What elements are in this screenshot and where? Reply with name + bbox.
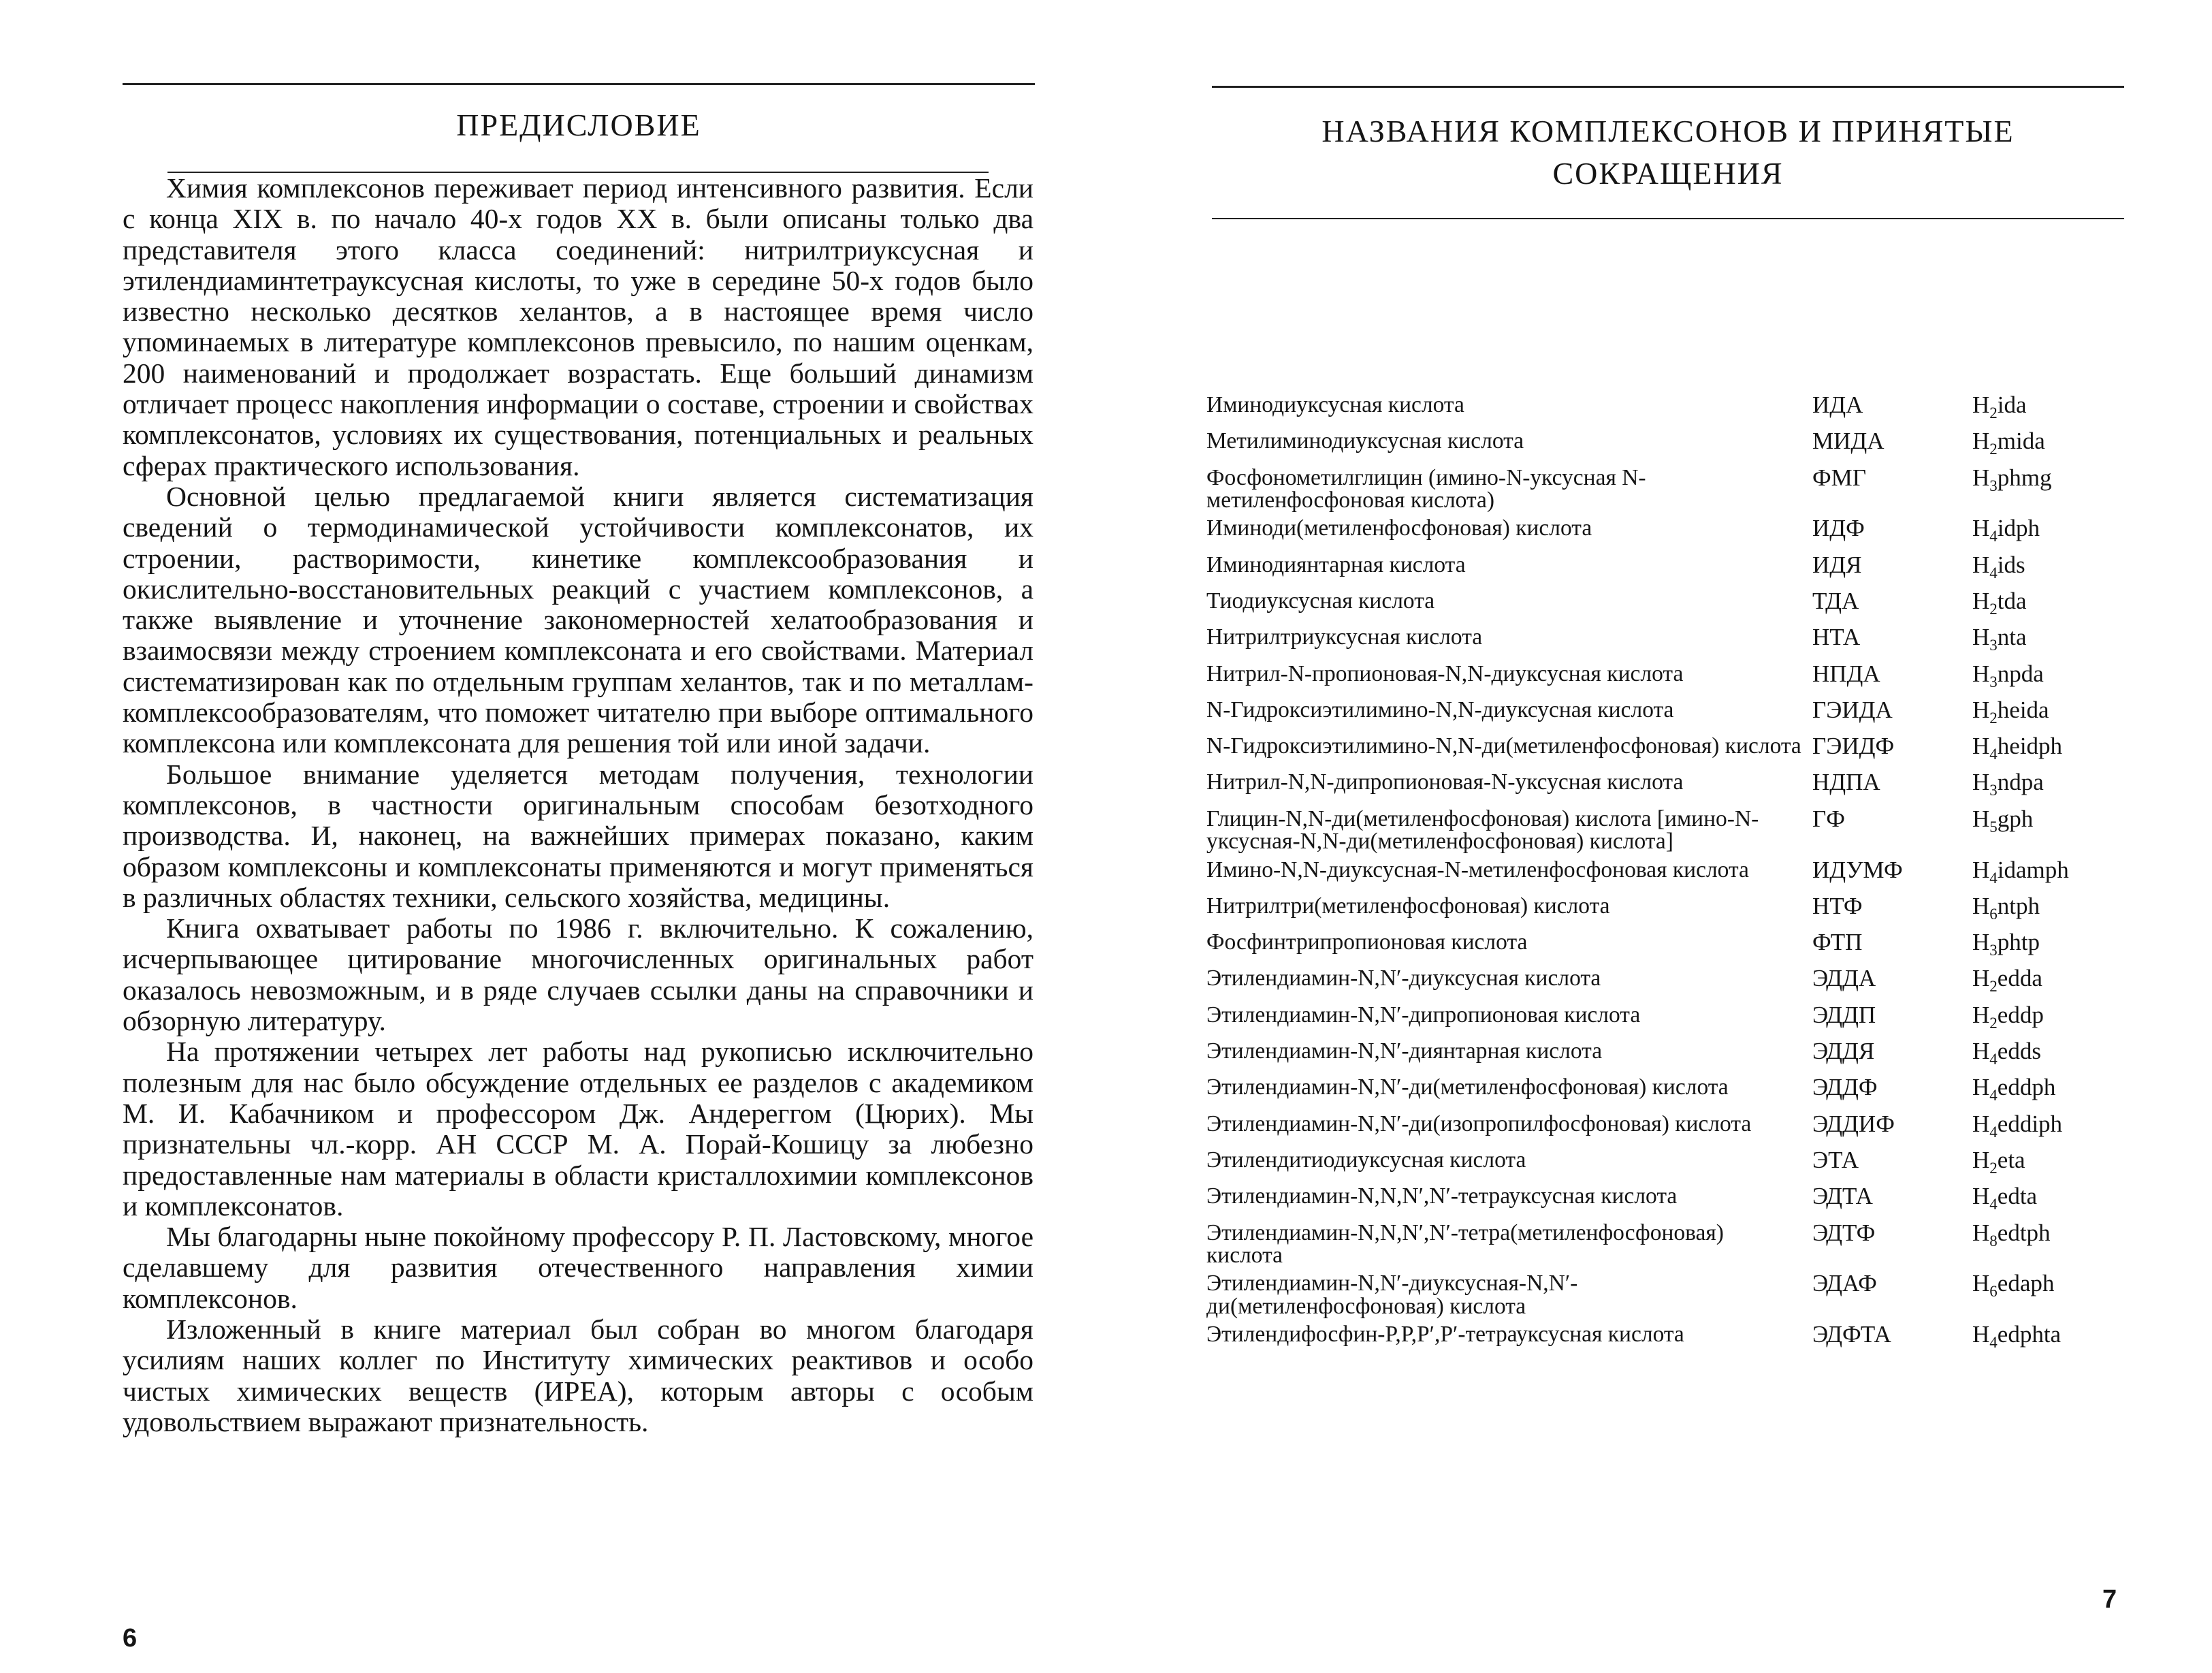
abbreviation: НПДА <box>1812 660 1880 687</box>
compound-name: Имино-N,N-диуксусная-N-метиленфосфоновая кислота <box>1206 857 1749 882</box>
formula <box>1972 967 2126 998</box>
formula <box>1972 1040 2126 1071</box>
table-row <box>1206 1146 2126 1180</box>
preface-text <box>123 173 1033 1437</box>
abbreviation: ГЭИДФ <box>1812 733 1895 760</box>
compound-name: Этилендиамин-N,N′-ди(метиленфосфоновая) кислота <box>1206 1074 1729 1100</box>
abbreviation: НДПА <box>1812 769 1880 796</box>
formula <box>1972 551 2126 585</box>
table-row <box>1206 587 2126 621</box>
title-line-2: СОКРАЩЕНИЯ <box>1552 156 1784 191</box>
formula-h: H <box>1972 1038 1990 1065</box>
formula-ligand: edta <box>1997 1183 2038 1210</box>
formula-h: H <box>1972 929 1990 956</box>
table-row <box>1206 430 2126 461</box>
formula-subscript: 4 <box>1989 869 1998 887</box>
abbreviation: ЭДДА <box>1812 965 1876 992</box>
compound-name: Этилендифосфин-P,P,P′,P′-тетрауксусная кислота <box>1206 1322 1684 1348</box>
formula-ligand: edaph <box>1997 1270 2055 1297</box>
formula-subscript: 4 <box>1989 1051 1998 1068</box>
formula-h: H <box>1972 1074 1990 1101</box>
compound-name: Иминоди(метиленфосфоновая) кислота <box>1206 515 1592 541</box>
formula-h: H <box>1972 1219 1990 1246</box>
paragraph: Книга охватывает работы по 1986 г. включительно. К сожалению, исчерпывающее цитирование многочисленных оригинальных работ оказалось невозможным, и в ряде случаев ссылки даны на справочники и обзорную литературу. <box>123 912 1033 1037</box>
compound-name: Этилендитиодиуксусная кислота <box>1206 1147 1526 1173</box>
abbreviation: ФТП <box>1812 929 1863 956</box>
formula <box>1972 805 2126 853</box>
abbreviation: ИДА <box>1812 392 1863 418</box>
compound-name: Фосфинтрипропионовая кислота <box>1206 929 1528 955</box>
formula-ligand: phmg <box>1997 464 2052 491</box>
formula-ligand: idph <box>1997 515 2040 542</box>
compound-name: Иминодиуксусная кислота <box>1206 392 1464 417</box>
formula-h: H <box>1972 1183 1990 1210</box>
compound-name: Этилендиамин-N,N′-дипропионовая кислота <box>1206 1002 1641 1027</box>
compound-name: Этилендиамин-N,N,N′,N′-тетра(метиленфосфоновая) кислота <box>1206 1220 1724 1269</box>
formula <box>1972 1146 2126 1180</box>
formula-ligand: gph <box>1997 805 2034 832</box>
top-rule <box>123 83 1035 85</box>
paragraph: Изложенный в книге материал был собран во многом благодаря усилиям наших коллег по Институту химических реактивов и особо чистых химических веществ (ИРЕА), которым авторы с особым удовольствием выражают признательность. <box>123 1313 1033 1437</box>
table-row <box>1206 892 2126 926</box>
table-row <box>1206 735 2126 766</box>
abbreviation: ЭДДП <box>1812 1001 1876 1028</box>
paragraph: Большое внимание уделяется методам получения, технологии комплексонов, в частности оригинальным способам безотходного производства. И, наконец, на важнейших примерах показано, каким образом комплексоны и комплексонаты применяются и могут применяться в различных областях техники, сельского хозяйства, медицины. <box>123 758 1033 913</box>
abbreviation: ФМГ <box>1812 464 1867 491</box>
abbreviation: ЭТА <box>1812 1146 1859 1173</box>
formula <box>1972 466 2126 512</box>
formula-subscript: 2 <box>1989 978 1998 995</box>
compound-name: Этилендиамин-N,N′-диуксусная-N,N′-ди(метиленфосфоновая) кислота <box>1206 1271 1578 1319</box>
formula-ligand: ids <box>1997 551 2025 578</box>
formula-h: H <box>1972 1146 1990 1173</box>
abbreviation: ЭДТА <box>1812 1183 1873 1210</box>
compound-name: Нитрил-N,N-дипропионовая-N-уксусная кислота <box>1206 769 1684 795</box>
formula-h: H <box>1972 1001 1990 1028</box>
formula-h: H <box>1972 660 1990 687</box>
formula-ligand: tda <box>1997 587 2027 614</box>
heading-rule <box>1212 218 2124 219</box>
formula-ligand: edphta <box>1997 1321 2062 1348</box>
compound-name: Нитрилтри(метиленфосфоновая) кислота <box>1206 893 1610 919</box>
formula-h: H <box>1972 1321 1990 1348</box>
formula <box>1972 771 2126 802</box>
page-number: 6 <box>123 1624 138 1653</box>
formula-subscript: 3 <box>1989 673 1998 690</box>
formula-ligand: eta <box>1997 1146 2025 1173</box>
page-number: 7 <box>2102 1585 2117 1614</box>
abbreviation: ГЭИДА <box>1812 696 1893 723</box>
paragraph: Основной целью предлагаемой книги является систематизация сведений о термодинамической устойчивости комплексонатов, их строении, растворимости, кинетике комплексообразования и окислительно-восстановительных реакций с участием комплексонов, а также выявление и уточнение закономерностей хелатообразования и взаимосвязи между строением комплексоната и его свойствами. Материал систематизирован как по отдельным группам хелантов, так и по металлам-комплексообразователям, что поможет читателю при выборе оптимального комплексона или комплексоната для решения той или иной задачи. <box>123 480 1033 759</box>
formula-subscript: 6 <box>1989 1283 1998 1301</box>
formula <box>1972 660 2126 694</box>
formula <box>1972 892 2126 926</box>
formula <box>1972 1185 2126 1216</box>
compound-name: N-Гидроксиэтилимино-N,N-диуксусная кислота <box>1206 697 1674 722</box>
formula <box>1972 626 2126 657</box>
formula-h: H <box>1972 696 1990 723</box>
formula-ligand: eddiph <box>1997 1110 2063 1137</box>
formula <box>1972 1110 2126 1144</box>
table-row <box>1206 1040 2126 1071</box>
formula-h: H <box>1972 587 1990 614</box>
table-row <box>1206 805 2126 855</box>
compound-name: Этилендиамин-N,N,N′,N′-тетрауксусная кислота <box>1206 1183 1678 1209</box>
formula-ligand: idamph <box>1997 856 2069 883</box>
formula-ligand: phtp <box>1997 929 2040 956</box>
formula-subscript: 3 <box>1989 477 1998 494</box>
abbreviation: НТА <box>1812 624 1861 651</box>
formula <box>1972 1076 2126 1107</box>
abbreviation: ГФ <box>1812 805 1845 832</box>
formula-subscript: 3 <box>1989 942 1998 959</box>
formula-ligand: eddp <box>1997 1001 2044 1028</box>
compound-name: Этилендиамин-N,N′-ди(изопропилфосфоновая) кислота <box>1206 1111 1752 1136</box>
formula-h: H <box>1972 965 1990 992</box>
formula-subscript: 6 <box>1989 905 1998 923</box>
formula-subscript: 2 <box>1989 404 1998 421</box>
formula-subscript: 4 <box>1989 528 1998 545</box>
formula-h: H <box>1972 464 1990 491</box>
compound-name: Глицин-N,N-ди(метиленфосфоновая) кислота [имино-N-уксусная-N,N-ди(метиленфосфоновая) кислота] <box>1206 806 1759 855</box>
formula <box>1972 1001 2126 1035</box>
paragraph: Мы благодарны ныне покойному профессору Р. П. Ластовскому, многое сделавшему для развития отечественного направления химии комплексонов. <box>123 1221 1033 1314</box>
abbreviation: ЭДДФ <box>1812 1074 1878 1101</box>
formula-ligand: eddph <box>1997 1074 2056 1101</box>
table-row <box>1206 394 2126 425</box>
abbreviation: МИДА <box>1812 428 1885 455</box>
formula-subscript: 4 <box>1989 1334 1998 1352</box>
compound-name: Этилендиамин-N,N′-диянтарная кислота <box>1206 1038 1603 1064</box>
compound-name: Иминодиянтарная кислота <box>1206 552 1466 577</box>
abbreviation: ТДА <box>1812 587 1859 614</box>
formula-h: H <box>1972 515 1990 542</box>
formula-subscript: 3 <box>1989 782 1998 799</box>
formula-h: H <box>1972 805 1990 832</box>
abbreviation: ЭДТФ <box>1812 1219 1876 1246</box>
formula-h: H <box>1972 392 1990 418</box>
abbreviation: ЭДАФ <box>1812 1270 1877 1297</box>
paragraph: На протяжении четырех лет работы над рукописью исключительно полезным для нас было обсуждение отдельных ее разделов с академиком М. И. Кабачником и профессором Дж. Андереггом (Цюрих). Мы признательны чл.-корр. АН СССР М. А. Порай-Кошицу за любезно предоставленные нам материалы в области кристаллохимии комплексонов и комплексонатов. <box>123 1036 1033 1222</box>
formula-subscript: 5 <box>1989 818 1998 835</box>
compound-name: N-Гидроксиэтилимино-N,N-ди(метиленфосфоновая) кислота <box>1206 733 1801 759</box>
table-row <box>1206 696 2126 730</box>
formula-ligand: edda <box>1997 965 2042 992</box>
table-row <box>1206 771 2126 802</box>
abbreviation: ЭДДЯ <box>1812 1038 1875 1065</box>
table-row <box>1206 1001 2126 1035</box>
compound-name: Нитрил-N-пропионовая-N,N-диуксусная кислота <box>1206 660 1684 686</box>
formula-h: H <box>1972 1270 1990 1297</box>
formula <box>1972 1219 2126 1267</box>
formula-h: H <box>1972 856 1990 883</box>
formula-subscript: 4 <box>1989 1087 1998 1104</box>
formula-ligand: edds <box>1997 1038 2041 1065</box>
top-rule <box>1212 86 2124 88</box>
table-row <box>1206 517 2126 548</box>
formula-subscript: 2 <box>1989 1014 1998 1032</box>
compound-name: Тиодиуксусная кислота <box>1206 588 1435 614</box>
formula-subscript: 4 <box>1989 1196 1998 1213</box>
compound-name: Этилендиамин-N,N′-диуксусная кислота <box>1206 966 1601 991</box>
formula <box>1972 587 2126 621</box>
abbreviation: ИДЯ <box>1812 551 1862 578</box>
formula-h: H <box>1972 733 1990 760</box>
formula-ligand: ida <box>1997 392 2027 418</box>
formula-subscript: 2 <box>1989 600 1998 618</box>
formula <box>1972 696 2126 730</box>
table-row <box>1206 551 2126 585</box>
formula-h: H <box>1972 1110 1990 1137</box>
abbreviation: ИДУМФ <box>1812 856 1903 883</box>
formula-ligand: heida <box>1997 696 2049 723</box>
formula-h: H <box>1972 624 1990 651</box>
formula-ligand: npda <box>1997 660 2044 687</box>
formula-h: H <box>1972 769 1990 796</box>
formula-subscript: 4 <box>1989 1123 1998 1141</box>
table-row <box>1206 1323 2126 1354</box>
table-row <box>1206 856 2126 890</box>
formula <box>1972 931 2126 962</box>
formula-ligand: heidph <box>1997 733 2063 760</box>
table-row <box>1206 931 2126 962</box>
abbreviation: НТФ <box>1812 892 1863 919</box>
formula-h: H <box>1972 892 1990 919</box>
formula-subscript: 2 <box>1989 1159 1998 1177</box>
table-row <box>1206 1219 2126 1269</box>
abbreviation: ЭДФТА <box>1812 1321 1891 1348</box>
formula-ligand: nta <box>1997 624 2027 651</box>
formula <box>1972 430 2126 461</box>
table-row <box>1206 626 2126 657</box>
table-row <box>1206 1076 2126 1107</box>
table-row <box>1206 967 2126 998</box>
title-line-1: НАЗВАНИЯ КОМПЛЕКСОНОВ И ПРИНЯТЫЕ <box>1321 114 2015 148</box>
abbreviation-table <box>1206 394 2126 1359</box>
formula-subscript: 2 <box>1989 441 1998 458</box>
compound-name: Фосфонометилглицин (имино-N-уксусная N-метиленфосфоновая кислота) <box>1206 464 1646 513</box>
formula-ligand: ndpa <box>1997 769 2044 796</box>
table-row <box>1206 660 2126 694</box>
page-title <box>1212 110 2124 195</box>
formula-subscript: 3 <box>1989 637 1998 654</box>
table-row <box>1206 466 2126 512</box>
formula-subscript: 4 <box>1989 564 1998 581</box>
formula <box>1972 1272 2126 1318</box>
formula-ligand: mida <box>1997 428 2045 455</box>
formula <box>1972 856 2126 890</box>
compound-name: Метилиминодиуксусная кислота <box>1206 428 1524 454</box>
page-title: ПРЕДИСЛОВИЕ <box>456 108 701 142</box>
table-row <box>1206 1110 2126 1144</box>
formula-subscript: 4 <box>1989 746 1998 763</box>
paragraph: Химия комплексонов переживает период интенсивного развития. Если с конца XIX в. по начало 40-х годов XX в. были описаны только два представителя этого класса соединений: нитрилтриуксусная и этилендиаминтетрауксусная кислоты, то уже в середине 50-х годов было известно несколько десятков хелантов, а в настоящее время число упоминаемых в литературе комплексонов превысило, по нашим оценкам, 200 наименований и продолжает возрастать. Еще больший динамизм отличает процесс накопления информации о составе, строении и свойствах комплексонатов, условиях их существования, потенциальных и реальных сферах практического использования. <box>123 172 1033 481</box>
compound-name: Нитрилтриуксусная кислота <box>1206 624 1483 650</box>
formula <box>1972 735 2126 766</box>
formula <box>1972 394 2126 425</box>
formula-subscript: 2 <box>1989 709 1998 727</box>
abbreviation: ИДФ <box>1812 515 1865 542</box>
formula-h: H <box>1972 428 1990 455</box>
abbreviation: ЭДДИФ <box>1812 1110 1895 1137</box>
table-row <box>1206 1272 2126 1318</box>
formula-subscript: 8 <box>1989 1232 1998 1249</box>
formula-ligand: edtph <box>1997 1219 2051 1246</box>
table-row <box>1206 1185 2126 1216</box>
formula-h: H <box>1972 551 1990 578</box>
formula-ligand: ntph <box>1997 892 2040 919</box>
formula <box>1972 1323 2126 1354</box>
formula <box>1972 517 2126 548</box>
right-page <box>1106 0 2212 1673</box>
